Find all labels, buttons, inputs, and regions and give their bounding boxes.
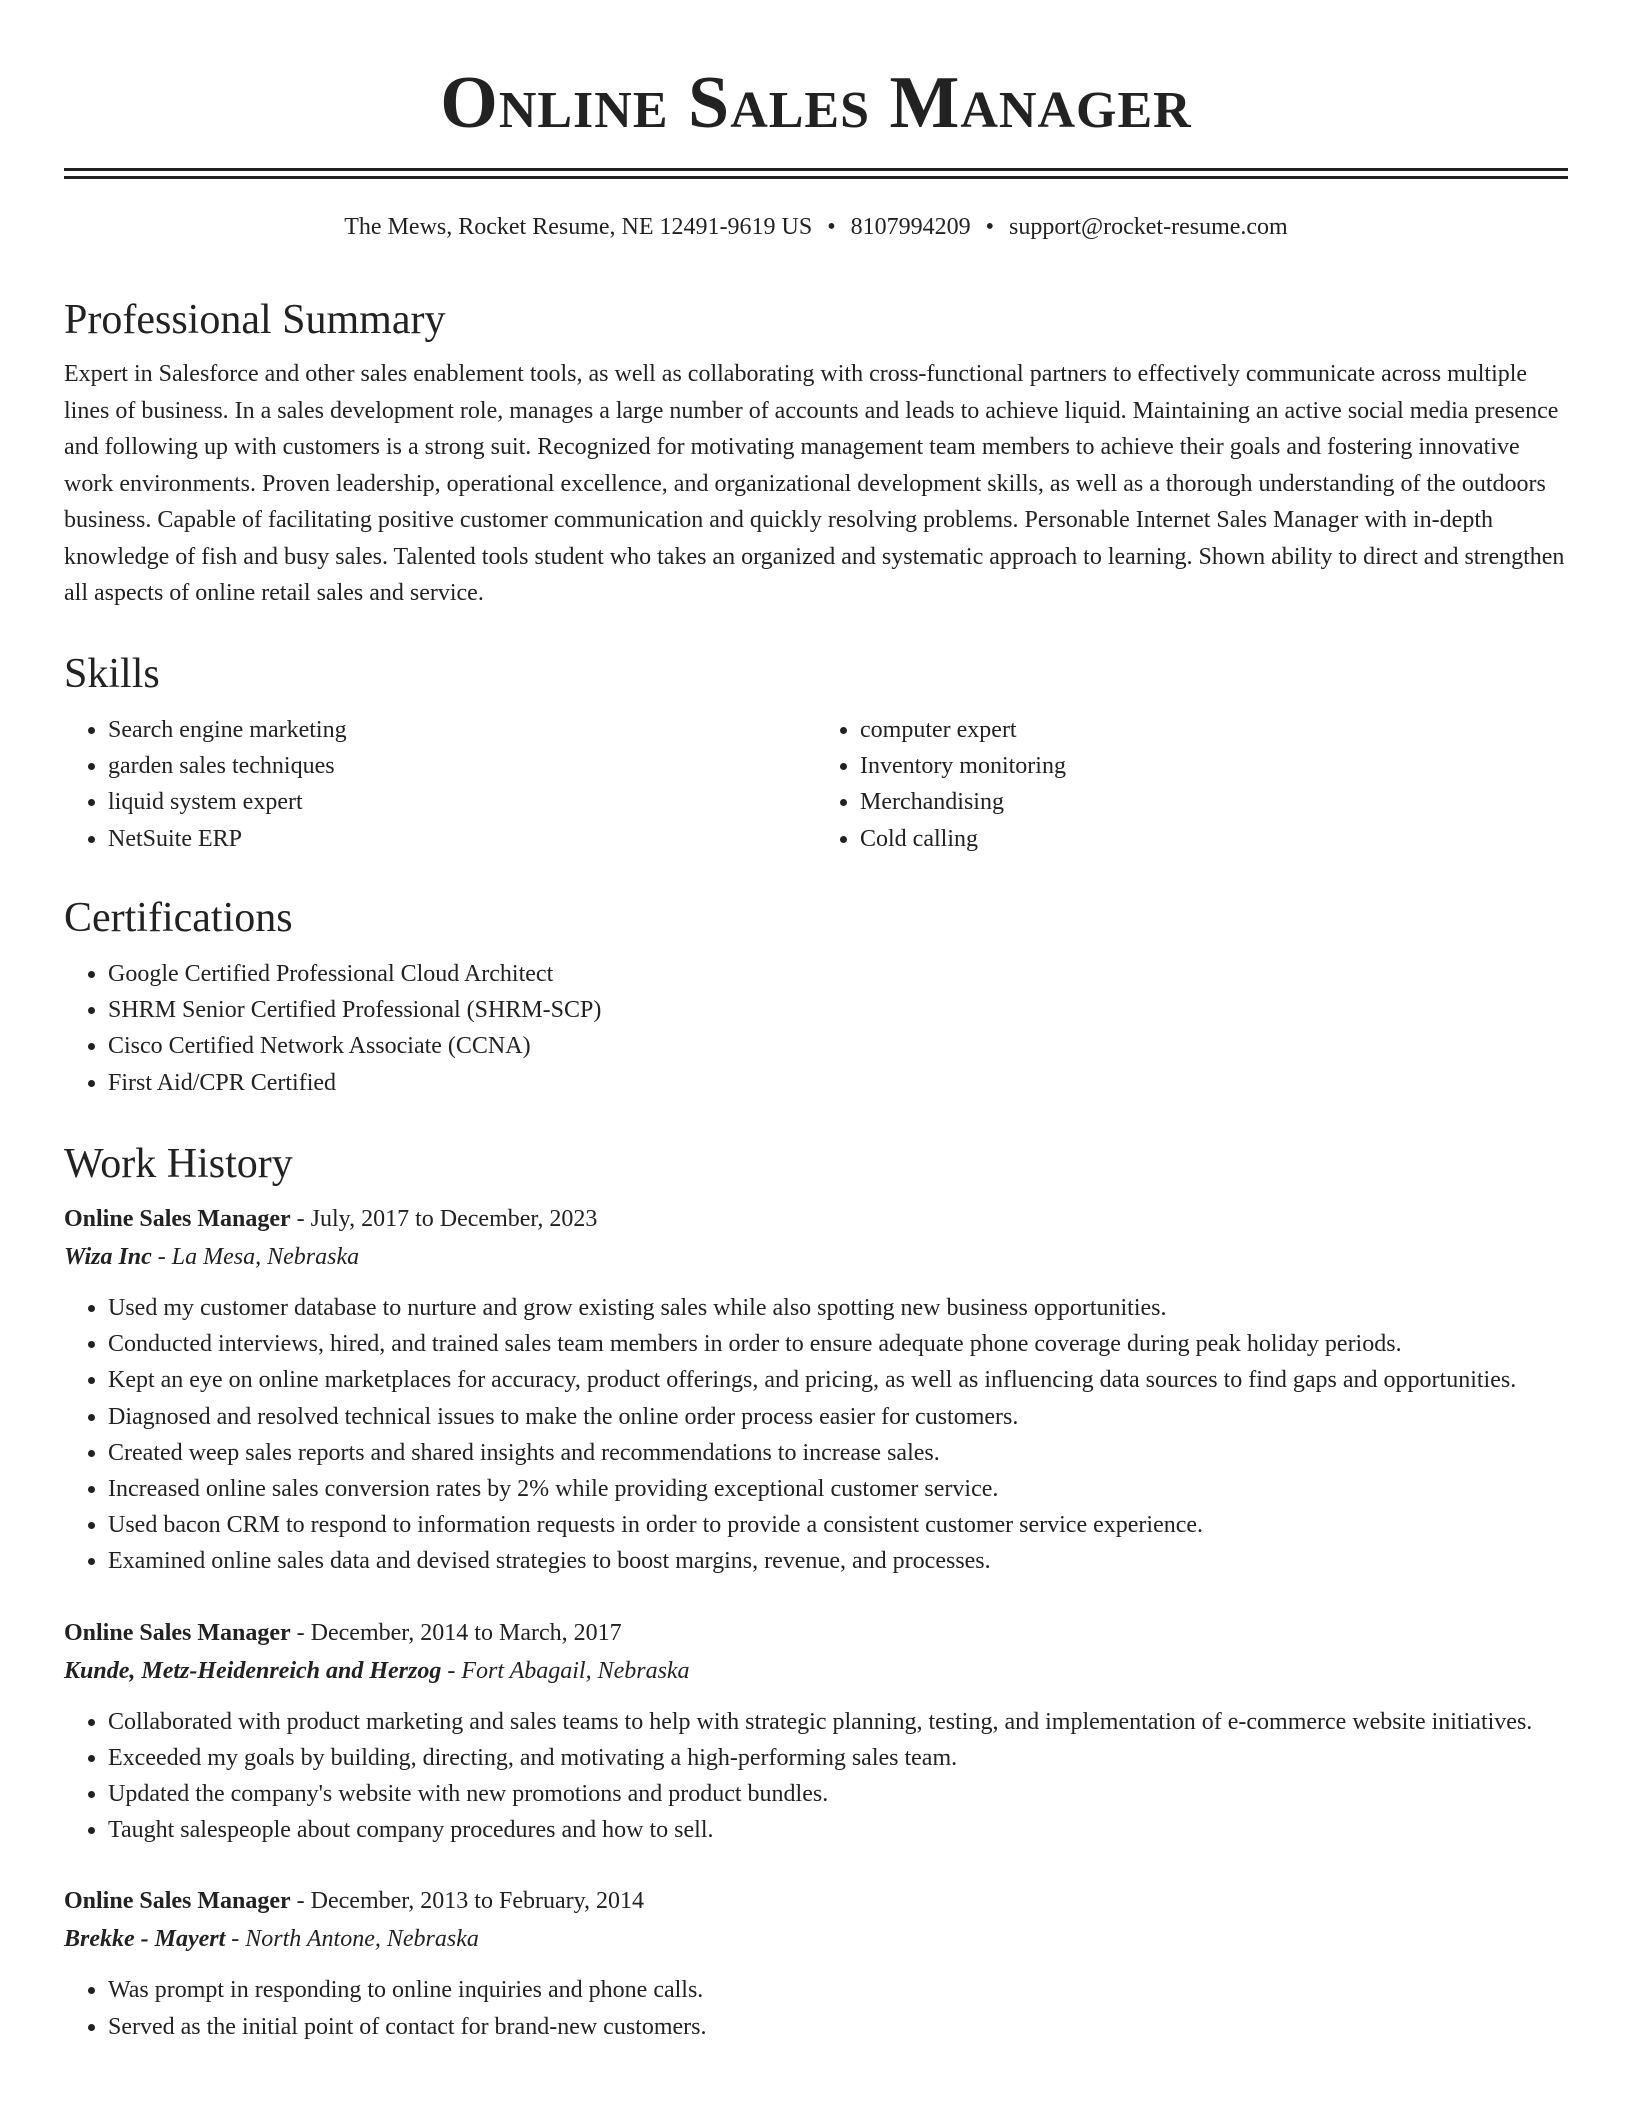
skills-list-left <box>64 712 816 857</box>
skills-columns <box>64 712 1568 857</box>
company-name: Wiza Inc <box>64 1244 152 1270</box>
job-bullet: • Kept an eye on online marketplaces for accuracy, product offerings, and pricing, as well as influencing data sources to find gaps and opportunities. <box>108 1362 1568 1398</box>
job-title: Online Sales Manager <box>64 1206 291 1232</box>
job-bullet: • Taught salespeople about company procedures and how to sell. <box>108 1812 1568 1848</box>
job-bullet: • Used bacon CRM to respond to information requests in order to provide a consistent customer service experience. <box>108 1507 1568 1543</box>
skills-list-right <box>816 712 1568 857</box>
job-title: Online Sales Manager <box>64 1619 291 1646</box>
job-bullet: • Diagnosed and resolved technical issues to make the online order process easier for customers. <box>108 1399 1568 1435</box>
email-address[interactable]: support@rocket-resume.com <box>1009 214 1288 240</box>
job-bullet: • Increased online sales conversion rates by 2% while providing exceptional customer service. <box>108 1471 1568 1507</box>
job-bullet: • Conducted interviews, hired, and trained sales team members in order to ensure adequate phone coverage during peak holiday periods. <box>108 1326 1568 1362</box>
summary-section <box>64 294 1568 612</box>
job-bullets <box>64 1290 1568 1580</box>
job-employer <box>64 1920 1568 1958</box>
skill-item: • Merchandising <box>860 784 1568 820</box>
job-title: Online Sales Manager <box>64 1888 291 1915</box>
certification-item: • SHRM Senior Certified Professional (SHRM-SCP) <box>108 992 1568 1028</box>
job-entry <box>64 1614 1568 1849</box>
candidate-name: Online Sales Manager <box>440 62 1192 144</box>
skill-item: • Search engine marketing <box>108 712 816 748</box>
job-bullet: • Created weep sales reports and shared insights and recommendations to increase sales. <box>108 1435 1568 1471</box>
job-bullet: • Exceeded my goals by building, directing, and motivating a high-performing sales team. <box>108 1740 1568 1776</box>
certification-item: • Cisco Certified Network Associate (CCNA) <box>108 1028 1568 1064</box>
skill-item: • computer expert <box>860 712 1568 748</box>
job-bullet: • Used my customer database to nurture and grow existing sales while also spotting new business opportunities. <box>108 1290 1568 1326</box>
skill-item: • Inventory monitoring <box>860 748 1568 784</box>
job-dates: - July, 2017 to December, 2023 <box>290 1206 598 1232</box>
certifications-list <box>64 956 1568 1101</box>
contact-separator: • <box>985 214 995 240</box>
skill-item: • garden sales techniques <box>108 748 816 784</box>
job-entry <box>64 1200 1568 1580</box>
section-heading-certifications: Certifications <box>64 895 293 941</box>
section-heading-work-history: Work History <box>64 1141 293 1187</box>
job-bullet: • Examined online sales data and devised strategies to boost margins, revenue, and processes. <box>108 1543 1568 1579</box>
contact-line <box>64 211 1568 243</box>
certification-item: • First Aid/CPR Certified <box>108 1065 1568 1101</box>
job-employer <box>64 1238 1568 1276</box>
address: The Mews, Rocket Resume, NE 12491-9619 US <box>344 214 813 240</box>
skill-item: • Cold calling <box>860 821 1568 857</box>
company-name: Brekke - Mayert <box>64 1926 226 1953</box>
certifications-section <box>64 892 1568 1101</box>
job-location: - Fort Abagail, Nebraska <box>441 1657 690 1684</box>
job-header <box>64 1882 1568 1920</box>
skills-section <box>64 648 1568 857</box>
job-location: - La Mesa, Nebraska <box>151 1244 360 1270</box>
job-bullets <box>64 1972 1568 2044</box>
job-dates: - December, 2013 to February, 2014 <box>290 1888 645 1915</box>
work-history-section <box>64 1138 1568 2079</box>
skill-item: • NetSuite ERP <box>108 821 816 857</box>
contact-separator: • <box>827 214 836 240</box>
job-dates: - December, 2014 to March, 2017 <box>290 1619 622 1646</box>
job-employer <box>64 1652 1568 1690</box>
job-entry <box>64 1882 1568 2044</box>
job-header <box>64 1614 1568 1652</box>
job-bullet: • Was prompt in responding to online inquiries and phone calls. <box>108 1972 1568 2008</box>
job-bullet: • Collaborated with product marketing and sales teams to help with strategic planning, testing, and implementation of e-commerce website initiatives. <box>108 1704 1568 1740</box>
skill-item: • liquid system expert <box>108 784 816 820</box>
certification-item: • Google Certified Professional Cloud Architect <box>108 956 1568 992</box>
company-name: Kunde, Metz-Heidenreich and Herzog <box>64 1657 442 1684</box>
resume-page <box>64 0 1568 2040</box>
job-bullets <box>64 1704 1568 1849</box>
section-heading-summary: Professional Summary <box>64 297 446 343</box>
job-location: - North Antone, Nebraska <box>225 1926 479 1953</box>
section-heading-skills: Skills <box>64 651 160 697</box>
header-divider <box>64 168 1568 179</box>
job-bullet: • Updated the company's website with new promotions and product bundles. <box>108 1776 1568 1812</box>
summary-text: Expert in Salesforce and other sales enablement tools, as well as collaborating with cross-functional partners to effectively communicate across multiple lines of business. In a sales development role, manages a large number of accounts and leads to achieve liquid. Maintaining an active social media presence and following up with customers is a strong suit. Recognized for motivating management team members to achieve their goals and fostering innovative work environments. Proven leadership, operational excellence, and organizational development skills, as well as a thorough understanding of the outdoors business. Capable of facilitating positive customer communication and quickly resolving problems. Personable Internet Sales Manager with in-depth knowledge of fish and busy sales. Talented tools student who takes an organized and systematic approach to learning. Shown ability to direct and strengthen all aspects of online retail sales and service. <box>64 361 1565 606</box>
job-header <box>64 1200 1568 1238</box>
job-bullet: • Served as the initial point of contact for brand-new customers. <box>108 2009 1568 2045</box>
phone-number: 8107994209 <box>850 214 971 240</box>
